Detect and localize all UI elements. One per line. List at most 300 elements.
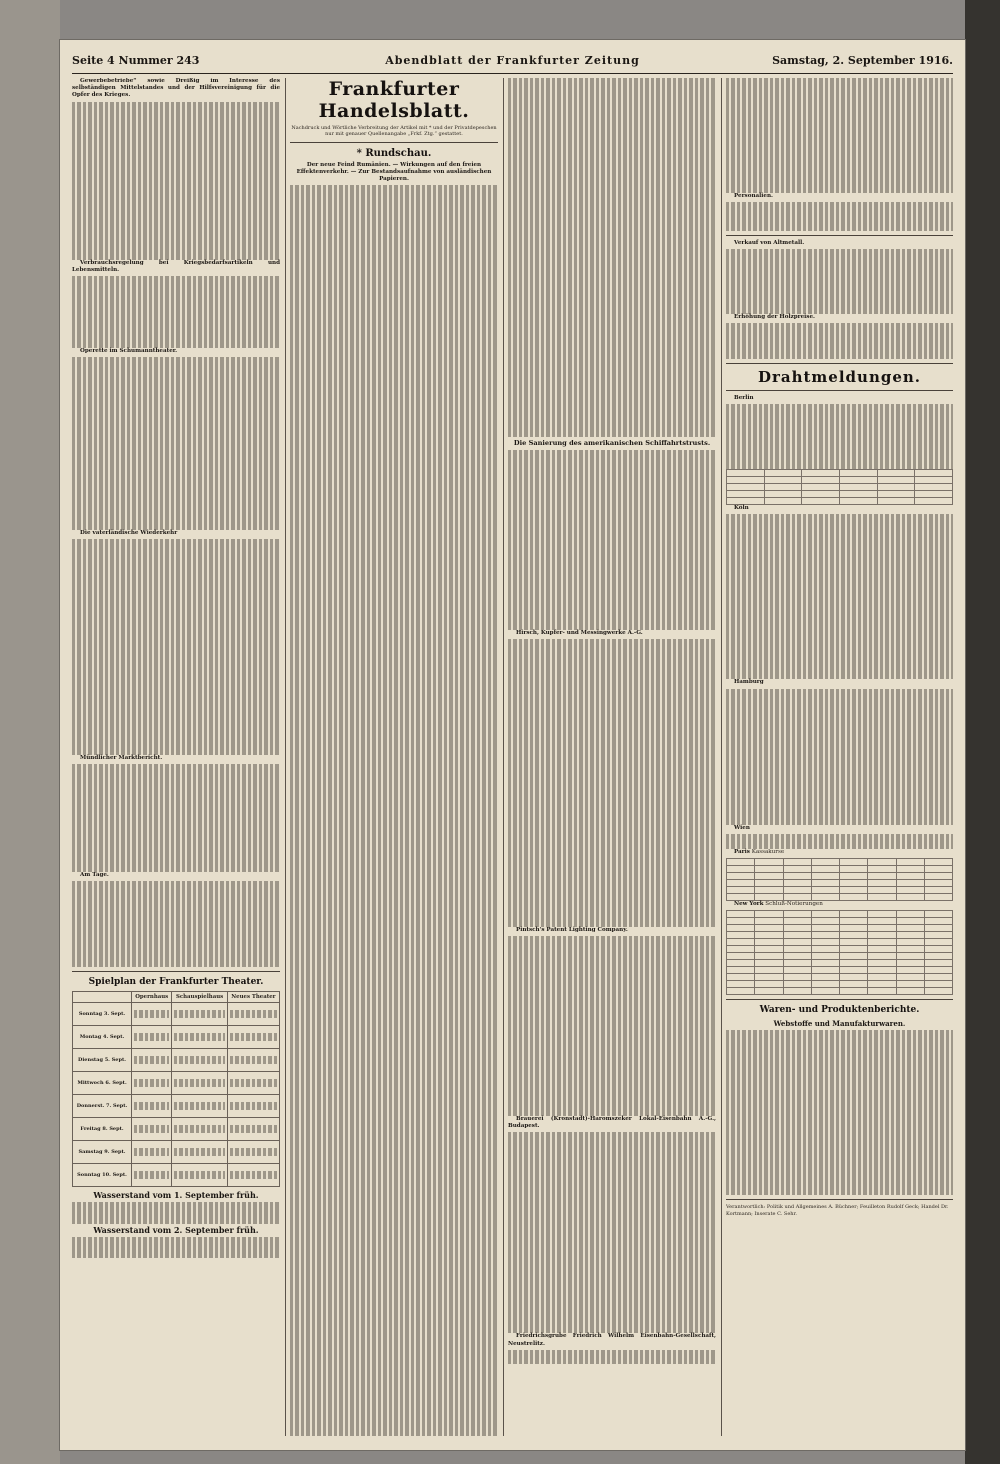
text-line — [290, 853, 498, 860]
text-line — [726, 121, 953, 128]
text-line — [72, 726, 280, 733]
text-line — [72, 704, 280, 711]
text-line — [72, 800, 280, 807]
text-line — [508, 1008, 716, 1015]
text-line — [290, 832, 498, 839]
text-line — [508, 558, 716, 565]
text-line — [290, 1356, 498, 1363]
column-4: Personalien. Verkauf von Altmetall. Erhöhung der Holzpreise. Drahtmeldungen. Berlin Köln Hamburg Wien Paris Kassakurse New York Schluß-Notierungen Waren- und Produktenberichte. Webstoffe und Manufakturwaren. Verantwortlich: Politik und Allgemeines A. Büchner; Feuilleton Rudolf Geck; Handel Dr. Kortmann; Inserate C. Sehr. — [726, 78, 953, 1436]
text-line — [72, 393, 280, 400]
text-line — [508, 616, 716, 623]
text-line — [290, 1090, 498, 1097]
text-line — [290, 1126, 498, 1133]
text-line — [508, 243, 716, 250]
col1-item-1: Gewerbebetriebe“ sowie Dreißig im Interesse des selbständigen Mittelstandes und der Hilfsvereinigung für die Opfer des Krieges. — [72, 78, 280, 99]
text-line — [508, 711, 716, 718]
text-line — [290, 1011, 498, 1018]
text-line — [290, 1292, 498, 1299]
text-line — [508, 754, 716, 761]
text-line — [726, 462, 953, 469]
paris-table — [726, 858, 953, 901]
text-line — [72, 793, 280, 800]
text-line — [508, 251, 716, 258]
text-line — [290, 1299, 498, 1306]
text-line — [726, 579, 953, 586]
text-line — [174, 1125, 224, 1132]
text-line — [290, 875, 498, 882]
text-line — [72, 276, 280, 283]
text-line — [508, 958, 716, 965]
text-line — [726, 658, 953, 665]
text-line — [72, 719, 280, 726]
newspaper-page — [60, 40, 965, 1450]
text-line — [72, 539, 280, 546]
text-line — [290, 1220, 498, 1227]
text-line — [508, 1161, 716, 1168]
text-line — [726, 1181, 953, 1188]
text-line — [508, 790, 716, 797]
text-line — [508, 898, 716, 905]
text-line — [508, 623, 716, 630]
text-line — [290, 645, 498, 652]
text-line — [72, 188, 280, 195]
text-line — [72, 209, 280, 216]
text-line — [726, 672, 953, 679]
text-line — [290, 1076, 498, 1083]
text-line — [726, 629, 953, 636]
text-line — [290, 336, 498, 343]
text-line — [290, 889, 498, 896]
text-line — [508, 114, 716, 121]
text-line — [726, 352, 953, 359]
text-line — [508, 833, 716, 840]
text-line — [508, 1094, 716, 1101]
text-line — [508, 769, 716, 776]
text-line — [72, 123, 280, 130]
text-line — [508, 501, 716, 508]
text-line — [72, 109, 280, 116]
text-line — [290, 659, 498, 666]
text-line — [508, 661, 716, 668]
text-line — [72, 152, 280, 159]
text-line — [508, 565, 716, 572]
text-line — [72, 945, 280, 952]
text-line — [174, 1171, 224, 1178]
telegrams-title: Drahtmeldungen. — [757, 367, 922, 386]
text-line — [508, 675, 716, 682]
text-line — [290, 1177, 498, 1184]
text-line — [290, 379, 498, 386]
text-line — [508, 783, 716, 790]
text-line — [508, 697, 716, 704]
text-line — [508, 1051, 716, 1058]
text-line — [508, 272, 716, 279]
text-line — [726, 128, 953, 135]
text-line — [508, 912, 716, 919]
text-line — [726, 514, 953, 521]
text-line — [290, 925, 498, 932]
text-line — [726, 1138, 953, 1145]
text-line — [290, 480, 498, 487]
text-line — [726, 834, 953, 841]
text-line — [290, 796, 498, 803]
text-line — [290, 623, 498, 630]
text-line — [508, 891, 716, 898]
text-line — [72, 116, 280, 123]
text-line — [508, 1305, 716, 1312]
text-line — [508, 573, 716, 580]
text-line — [508, 776, 716, 783]
text-line — [290, 997, 498, 1004]
text-line — [726, 455, 953, 462]
text-line — [72, 881, 280, 888]
text-line — [508, 943, 716, 950]
text-line — [72, 231, 280, 238]
text-line — [726, 717, 953, 724]
text-line — [726, 1160, 953, 1167]
text-line — [508, 193, 716, 200]
text-line — [508, 330, 716, 337]
text-line — [508, 1154, 716, 1161]
text-line — [508, 1269, 716, 1276]
text-line — [726, 157, 953, 164]
text-line — [72, 814, 280, 821]
text-line — [726, 1059, 953, 1066]
text-line — [290, 221, 498, 228]
text-line — [290, 214, 498, 221]
text-line — [72, 379, 280, 386]
text-line — [726, 440, 953, 447]
text-line — [726, 292, 953, 299]
text-line — [508, 1233, 716, 1240]
text-line — [726, 136, 953, 143]
text-line — [726, 775, 953, 782]
text-line — [508, 1080, 716, 1087]
text-line — [726, 572, 953, 579]
text-line — [72, 400, 280, 407]
text-line — [508, 733, 716, 740]
text-line — [726, 323, 953, 330]
text-line — [508, 416, 716, 423]
column-2 — [290, 78, 498, 1436]
text-line — [726, 171, 953, 178]
text-line — [290, 688, 498, 695]
text-line — [508, 965, 716, 972]
running-header — [72, 54, 953, 72]
text-line — [72, 611, 280, 618]
text-line — [290, 235, 498, 242]
text-line — [508, 465, 716, 472]
text-line — [508, 587, 716, 594]
text-line — [290, 738, 498, 745]
text-line — [290, 1378, 498, 1385]
text-line — [726, 1095, 953, 1102]
text-line — [290, 1263, 498, 1270]
text-line — [726, 643, 953, 650]
col1-item-5: Mündlicher Marktbericht. — [80, 754, 163, 761]
text-line — [72, 283, 280, 290]
text-line — [290, 1004, 498, 1011]
text-line — [72, 326, 280, 333]
text-line — [290, 293, 498, 300]
text-line — [726, 1167, 953, 1174]
berlin-table — [726, 469, 953, 505]
text-line — [508, 1312, 716, 1319]
text-line — [726, 521, 953, 528]
text-line — [508, 121, 716, 128]
text-line — [72, 305, 280, 312]
text-line — [508, 848, 716, 855]
text-line — [508, 551, 716, 558]
text-line — [290, 666, 498, 673]
text-line — [508, 136, 716, 143]
text-line — [508, 409, 716, 416]
text-line — [290, 1170, 498, 1177]
text-line — [134, 1102, 169, 1109]
text-line — [290, 264, 498, 271]
text-line — [508, 805, 716, 812]
scan-right-edge — [965, 0, 1000, 1464]
text-line — [174, 1079, 224, 1086]
text-line — [72, 334, 280, 341]
text-line — [72, 953, 280, 960]
text-line — [72, 747, 280, 754]
text-line — [72, 238, 280, 245]
text-line — [72, 1202, 280, 1209]
text-line — [508, 394, 716, 401]
header-rule — [72, 73, 953, 74]
text-line — [508, 1168, 716, 1175]
text-line — [508, 869, 716, 876]
text-line — [726, 1131, 953, 1138]
text-line — [290, 975, 498, 982]
text-line — [72, 675, 280, 682]
text-line — [726, 818, 953, 825]
text-line — [72, 589, 280, 596]
text-line — [72, 546, 280, 553]
text-line — [290, 472, 498, 479]
text-line — [508, 819, 716, 826]
text-line — [290, 566, 498, 573]
text-line — [290, 630, 498, 637]
text-line — [72, 618, 280, 625]
text-line — [290, 745, 498, 752]
text-line — [508, 150, 716, 157]
text-line — [508, 747, 716, 754]
text-line — [290, 1162, 498, 1169]
text-line — [290, 954, 498, 961]
text-line — [508, 609, 716, 616]
text-line — [72, 245, 280, 252]
text-line — [508, 936, 716, 943]
text-line — [508, 366, 716, 373]
text-line — [508, 85, 716, 92]
text-line — [72, 130, 280, 137]
text-line — [508, 430, 716, 437]
text-line — [290, 1428, 498, 1435]
scan-left-margin — [0, 0, 60, 1464]
text-line — [230, 1010, 277, 1017]
text-line — [72, 145, 280, 152]
text-line — [72, 902, 280, 909]
text-line — [726, 285, 953, 292]
text-line — [508, 668, 716, 675]
text-line — [508, 157, 716, 164]
text-line — [508, 594, 716, 601]
text-line — [290, 307, 498, 314]
text-line — [290, 1241, 498, 1248]
text-line — [508, 258, 716, 265]
text-line — [508, 1146, 716, 1153]
text-line — [726, 92, 953, 99]
text-line — [508, 229, 716, 236]
text-line — [508, 1204, 716, 1211]
text-line — [290, 551, 498, 558]
text-line — [726, 804, 953, 811]
page-number: Seite 4 Nummer 243 — [72, 54, 200, 67]
text-line — [290, 422, 498, 429]
text-line — [72, 291, 280, 298]
text-line — [290, 1112, 498, 1119]
text-line — [290, 1435, 498, 1436]
text-line — [290, 343, 498, 350]
text-line — [508, 920, 716, 927]
text-line — [290, 846, 498, 853]
text-line — [290, 1371, 498, 1378]
text-line — [726, 1152, 953, 1159]
text-line — [290, 415, 498, 422]
rundschau-heading: * Rundschau. — [356, 147, 432, 159]
text-line — [508, 690, 716, 697]
text-line — [508, 761, 716, 768]
text-line — [508, 1058, 716, 1065]
text-line — [290, 760, 498, 767]
text-line — [726, 586, 953, 593]
text-line — [290, 365, 498, 372]
text-line — [508, 401, 716, 408]
text-line — [290, 1400, 498, 1407]
text-line — [726, 1073, 953, 1080]
text-line — [726, 447, 953, 454]
text-line — [72, 668, 280, 675]
text-line — [174, 1148, 224, 1155]
text-line — [726, 1088, 953, 1095]
text-line — [726, 186, 953, 193]
text-line — [134, 1033, 169, 1040]
text-line — [290, 523, 498, 530]
text-line — [134, 1079, 169, 1086]
text-line — [72, 415, 280, 422]
text-line — [290, 674, 498, 681]
text-line — [290, 609, 498, 616]
text-line — [290, 904, 498, 911]
text-line — [290, 1062, 498, 1069]
text-line — [290, 393, 498, 400]
goods-title: Waren- und Produktenberichte. — [759, 1005, 920, 1016]
text-line — [290, 1040, 498, 1047]
text-line — [290, 896, 498, 903]
text-line — [290, 602, 498, 609]
text-line — [290, 1019, 498, 1026]
text-line — [290, 1414, 498, 1421]
text-line — [726, 150, 953, 157]
text-line — [72, 764, 280, 771]
text-line — [290, 1256, 498, 1263]
text-line — [290, 810, 498, 817]
text-line — [290, 465, 498, 472]
text-line — [72, 596, 280, 603]
col1-item-2: Verbrauchsregelung bei Kriegsbedarfsartikeln und Lebensmitteln. — [72, 259, 280, 273]
col1-item-3: Operette im Schumanntheater. — [80, 348, 178, 355]
text-line — [508, 107, 716, 114]
text-line — [290, 544, 498, 551]
text-line — [508, 1283, 716, 1290]
text-line — [290, 408, 498, 415]
text-line — [726, 608, 953, 615]
text-line — [290, 242, 498, 249]
text-line — [290, 429, 498, 436]
text-line — [508, 1240, 716, 1247]
text-line — [290, 681, 498, 688]
text-line — [726, 1037, 953, 1044]
text-line — [726, 337, 953, 344]
text-line — [134, 1171, 169, 1178]
text-line — [508, 515, 716, 522]
imprint: Verantwortlich: Politik und Allgemeines A. Büchner; Feuilleton Rudolf Geck; Handel Dr. Kortmann; Inserate C. Sehr. — [726, 1204, 949, 1217]
text-line — [72, 1237, 280, 1244]
text-line — [174, 1033, 224, 1040]
text-line — [290, 1205, 498, 1212]
text-line — [508, 522, 716, 529]
text-line — [72, 224, 280, 231]
text-line — [508, 1297, 716, 1304]
issue-date: Samstag, 2. September 1916. — [772, 54, 953, 67]
text-line — [508, 1073, 716, 1080]
text-line — [726, 143, 953, 150]
text-line — [290, 724, 498, 731]
text-line — [726, 796, 953, 803]
text-line — [72, 1216, 280, 1223]
text-line — [726, 1080, 953, 1087]
text-line — [290, 918, 498, 925]
text-line — [290, 1335, 498, 1342]
text-line — [726, 600, 953, 607]
text-line — [72, 895, 280, 902]
text-line — [508, 358, 716, 365]
text-line — [726, 1145, 953, 1152]
rundschau-subhead: Der neue Feind Rumänien. — Wirkungen auf den freien Effektenverkehr. — Zur Bestandsaufnahme von ausländischen Papieren. — [296, 161, 492, 182]
text-line — [72, 690, 280, 697]
text-line — [726, 202, 953, 209]
text-line — [290, 386, 498, 393]
newyork-table — [726, 910, 953, 995]
text-line — [726, 107, 953, 114]
text-line — [72, 217, 280, 224]
text-line — [508, 1065, 716, 1072]
text-line — [508, 1290, 716, 1297]
text-line — [72, 515, 280, 522]
text-line — [290, 1184, 498, 1191]
text-line — [726, 299, 953, 306]
text-line — [508, 1182, 716, 1189]
text-line — [290, 1320, 498, 1327]
text-line — [72, 138, 280, 145]
text-line — [290, 1141, 498, 1148]
text-line — [508, 508, 716, 515]
text-line — [508, 387, 716, 394]
text-line — [174, 1102, 224, 1109]
text-line — [508, 993, 716, 1000]
